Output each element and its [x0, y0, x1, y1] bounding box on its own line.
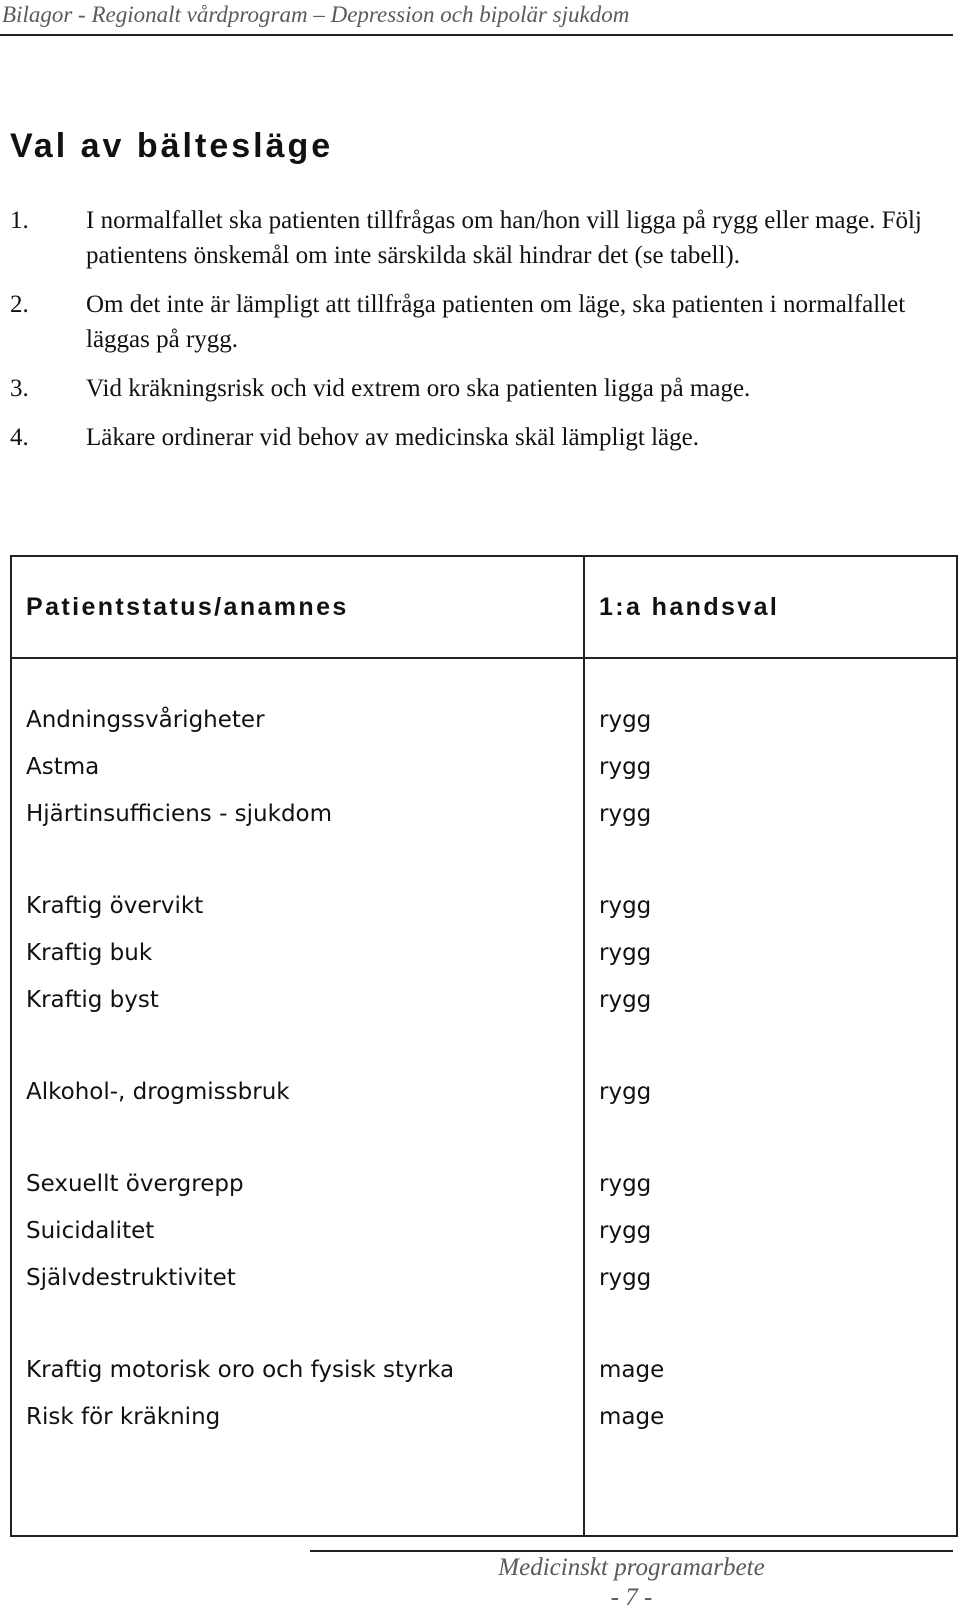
status-entry: Hjärtinsufficiens - sjukdom: [26, 801, 333, 827]
position-choice: mage: [599, 1404, 665, 1430]
status-entry: Kraftig motorisk oro och fysisk styrka: [26, 1357, 455, 1383]
positioning-rules-list: [10, 203, 940, 469]
position-choice: mage: [599, 1357, 665, 1383]
position-choice: rygg: [599, 754, 652, 780]
rule-item: [10, 287, 940, 357]
status-entry: Sexuellt övergrepp: [26, 1171, 244, 1197]
footer-divider: [310, 1550, 953, 1552]
status-entry: Alkohol-, drogmissbruk: [26, 1079, 290, 1105]
position-choice: rygg: [599, 707, 652, 733]
position-choice: rygg: [599, 893, 652, 919]
rule-number: 4.: [10, 424, 29, 451]
rule-text: Om det inte är lämpligt att tillfråga patienten om läge, ska patienten i normalfallet läggas på rygg.: [86, 291, 906, 353]
rule-number: 2.: [10, 291, 29, 318]
status-group: [26, 1169, 583, 1310]
status-column: [11, 658, 584, 1536]
position-choice: rygg: [599, 987, 652, 1013]
section-title: Val av bältesläge: [10, 127, 334, 165]
choice-group: [599, 891, 956, 1032]
position-choice: rygg: [599, 1079, 652, 1105]
status-group: [26, 891, 583, 1032]
status-entry: Risk för kräkning: [26, 1404, 221, 1430]
rule-text: Vid kräkningsrisk och vid extrem oro ska patienten ligga på mage.: [86, 375, 751, 402]
status-entry: Suicidalitet: [26, 1218, 155, 1244]
status-entry: Kraftig byst: [26, 987, 159, 1013]
choice-group: [599, 1355, 956, 1449]
page-footer: [310, 1553, 953, 1613]
choice-column-header: 1:a handsval: [584, 556, 957, 658]
position-choice: rygg: [599, 801, 652, 827]
running-header: Bilagor - Regionalt vårdprogram – Depression och bipolär sjukdom: [0, 0, 953, 36]
table-header-row: [11, 556, 957, 658]
rule-number: 1.: [10, 207, 29, 234]
status-group: [26, 1355, 583, 1449]
position-choice: rygg: [599, 940, 652, 966]
status-column-header: Patientstatus/anamnes: [11, 556, 584, 658]
status-entry: Självdestruktivitet: [26, 1265, 236, 1291]
choice-group: [599, 1077, 956, 1124]
rule-text: I normalfallet ska patienten tillfrågas om han/hon vill ligga på rygg eller mage. Följ patientens önskemål om inte särskilda skäl hindrar det (se tabell).: [86, 207, 922, 269]
footer-label: Medicinskt programarbete: [498, 1554, 765, 1581]
position-choice: rygg: [599, 1171, 652, 1197]
status-entry: Astma: [26, 754, 100, 780]
rule-text: Läkare ordinerar vid behov av medicinska skäl lämpligt läge.: [86, 424, 699, 451]
page-number: - 7 -: [610, 1584, 653, 1611]
rule-item: [10, 203, 940, 273]
status-entry: Kraftig övervikt: [26, 893, 204, 919]
table-body-row: [11, 658, 957, 1536]
status-group: [26, 705, 583, 846]
status-entry: Andningssvårigheter: [26, 707, 265, 733]
rule-number: 3.: [10, 375, 29, 402]
choice-group: [599, 1169, 956, 1310]
choice-group: [599, 705, 956, 846]
rule-item: [10, 420, 940, 455]
position-choice: rygg: [599, 1265, 652, 1291]
rule-item: [10, 371, 940, 406]
status-group: [26, 1077, 583, 1124]
position-choice: rygg: [599, 1218, 652, 1244]
position-table: [10, 555, 958, 1537]
status-entry: Kraftig buk: [26, 940, 153, 966]
choice-column: [584, 658, 957, 1536]
